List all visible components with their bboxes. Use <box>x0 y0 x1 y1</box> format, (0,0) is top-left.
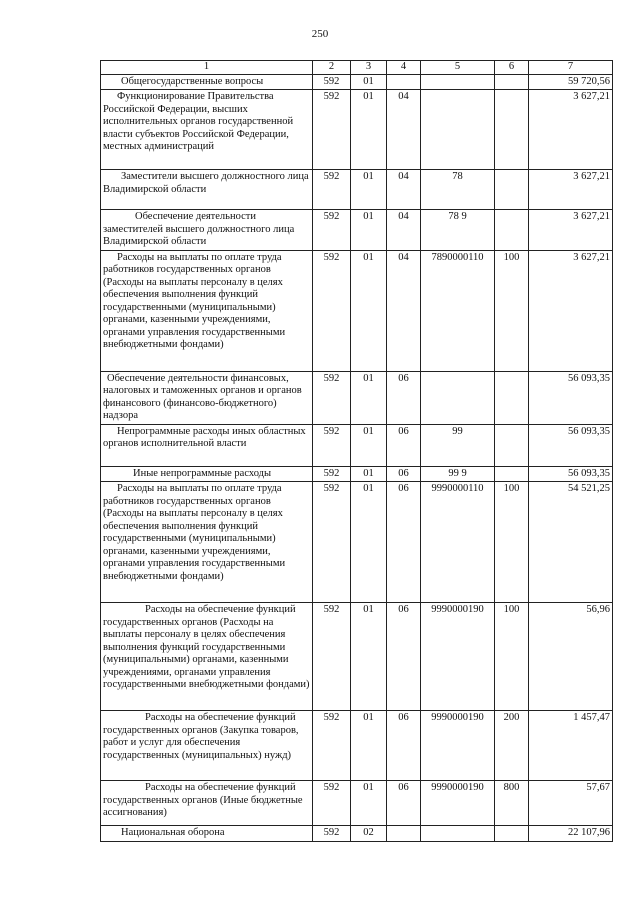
row-name-cell: Обеспечение деятельности заместителей высшего должностного лица Владимирской области <box>101 210 313 251</box>
row-expense-cell: 200 <box>495 711 529 781</box>
row-subsection-cell <box>387 74 421 90</box>
row-code-cell: 592 <box>313 90 351 170</box>
row-name-cell: Иные непрограммные расходы <box>101 466 313 482</box>
row-expense-cell <box>495 74 529 90</box>
table-row <box>101 603 613 711</box>
row-code-cell: 592 <box>313 250 351 371</box>
row-code-cell: 592 <box>313 210 351 251</box>
row-name-cell: Расходы на обеспечение функций государственных органов (Иные бюджетные ассигнования) <box>101 781 313 826</box>
row-subsection-cell: 06 <box>387 711 421 781</box>
row-name-cell: Заместители высшего должностного лица Владимирской области <box>101 170 313 210</box>
column-header: 1 <box>101 61 313 75</box>
row-code-cell: 592 <box>313 781 351 826</box>
row-name-cell: Непрограммные расходы иных областных органов исполнительной власти <box>101 424 313 466</box>
row-name-cell: Обеспечение деятельности финансовых, налоговых и таможенных органов и органов финансового (финансово-бюджетного) надзора <box>101 371 313 424</box>
table-row <box>101 466 613 482</box>
row-amount-cell: 3 627,21 <box>529 210 613 251</box>
row-amount-cell: 54 521,25 <box>529 482 613 603</box>
row-section-cell: 01 <box>351 210 387 251</box>
row-code-cell: 592 <box>313 424 351 466</box>
row-target-cell: 9990000190 <box>421 603 495 711</box>
column-header: 3 <box>351 61 387 75</box>
row-name-cell: Национальная оборона <box>101 826 313 842</box>
table-row <box>101 781 613 826</box>
row-amount-cell: 59 720,56 <box>529 74 613 90</box>
row-expense-cell <box>495 424 529 466</box>
table-row <box>101 826 613 842</box>
row-subsection-cell: 06 <box>387 466 421 482</box>
column-header: 2 <box>313 61 351 75</box>
row-expense-cell: 100 <box>495 603 529 711</box>
row-section-cell: 01 <box>351 424 387 466</box>
row-amount-cell: 3 627,21 <box>529 170 613 210</box>
row-name-cell: Расходы на выплаты по оплате труда работников государственных органов (Расходы на выплаты персоналу в целях обеспечения выполнения функций государственными (муниципальными) органами, казенными учреждениями, органами управления государственными внебюджетными фондами) <box>101 482 313 603</box>
row-target-cell: 9990000190 <box>421 781 495 826</box>
row-expense-cell <box>495 170 529 210</box>
row-code-cell: 592 <box>313 74 351 90</box>
row-target-cell: 9990000190 <box>421 711 495 781</box>
table-row <box>101 371 613 424</box>
column-header: 6 <box>495 61 529 75</box>
row-expense-cell: 800 <box>495 781 529 826</box>
row-section-cell: 01 <box>351 711 387 781</box>
table-row <box>101 210 613 251</box>
table-row <box>101 90 613 170</box>
row-subsection-cell: 04 <box>387 90 421 170</box>
row-target-cell <box>421 371 495 424</box>
page-number: 250 <box>311 28 329 40</box>
row-expense-cell: 100 <box>495 250 529 371</box>
budget-table <box>100 60 613 842</box>
row-expense-cell <box>495 466 529 482</box>
row-section-cell: 01 <box>351 781 387 826</box>
row-subsection-cell: 06 <box>387 424 421 466</box>
row-target-cell: 78 <box>421 170 495 210</box>
row-code-cell: 592 <box>313 603 351 711</box>
row-section-cell: 01 <box>351 250 387 371</box>
row-amount-cell: 56 093,35 <box>529 424 613 466</box>
row-code-cell: 592 <box>313 170 351 210</box>
row-expense-cell: 100 <box>495 482 529 603</box>
row-subsection-cell: 06 <box>387 781 421 826</box>
row-code-cell: 592 <box>313 466 351 482</box>
row-name-cell: Расходы на обеспечение функций государственных органов (Закупка товаров, работ и услуг для обеспечения государственных (муниципальных) нужд) <box>101 711 313 781</box>
row-section-cell: 01 <box>351 466 387 482</box>
row-expense-cell <box>495 210 529 251</box>
row-amount-cell: 22 107,96 <box>529 826 613 842</box>
table-row <box>101 711 613 781</box>
table-row <box>101 482 613 603</box>
row-target-cell: 7890000110 <box>421 250 495 371</box>
row-subsection-cell: 06 <box>387 371 421 424</box>
table-row <box>101 170 613 210</box>
row-code-cell: 592 <box>313 482 351 603</box>
row-target-cell: 99 <box>421 424 495 466</box>
row-expense-cell <box>495 826 529 842</box>
row-name-cell: Расходы на выплаты по оплате труда работников государственных органов (Расходы на выплаты персоналу в целях обеспечения выполнения функций государственными (муниципальными) органами, казенными учреждениями, органами управления государственными внебюджетными фондами) <box>101 250 313 371</box>
row-subsection-cell: 04 <box>387 250 421 371</box>
column-header: 5 <box>421 61 495 75</box>
table-header-row <box>101 61 613 75</box>
row-code-cell: 592 <box>313 711 351 781</box>
row-target-cell: 78 9 <box>421 210 495 251</box>
row-target-cell <box>421 90 495 170</box>
row-section-cell: 01 <box>351 371 387 424</box>
row-section-cell: 02 <box>351 826 387 842</box>
row-amount-cell: 56 093,35 <box>529 371 613 424</box>
row-section-cell: 01 <box>351 90 387 170</box>
row-section-cell: 01 <box>351 603 387 711</box>
row-amount-cell: 3 627,21 <box>529 250 613 371</box>
row-amount-cell: 1 457,47 <box>529 711 613 781</box>
row-expense-cell <box>495 371 529 424</box>
table-row <box>101 424 613 466</box>
table-row <box>101 74 613 90</box>
row-target-cell <box>421 826 495 842</box>
row-expense-cell <box>495 90 529 170</box>
row-subsection-cell: 04 <box>387 210 421 251</box>
row-amount-cell: 3 627,21 <box>529 90 613 170</box>
row-target-cell <box>421 74 495 90</box>
row-section-cell: 01 <box>351 170 387 210</box>
row-target-cell: 9990000110 <box>421 482 495 603</box>
row-subsection-cell: 06 <box>387 603 421 711</box>
row-subsection-cell: 06 <box>387 482 421 603</box>
row-name-cell: Общегосударственные вопросы <box>101 74 313 90</box>
row-amount-cell: 57,67 <box>529 781 613 826</box>
column-header: 4 <box>387 61 421 75</box>
row-subsection-cell <box>387 826 421 842</box>
row-amount-cell: 56 093,35 <box>529 466 613 482</box>
row-name-cell: Расходы на обеспечение функций государственных органов (Расходы на выплаты персоналу в целях обеспечения выполнения функций государственными (муниципальными) органами, казенными учреждениями, органами управления государственными внебюджетными фондами) <box>101 603 313 711</box>
row-subsection-cell: 04 <box>387 170 421 210</box>
row-target-cell: 99 9 <box>421 466 495 482</box>
row-code-cell: 592 <box>313 371 351 424</box>
row-name-cell: Функционирование Правительства Российской Федерации, высших исполнительных органов государственной власти субъектов Российской Федерации, местных администраций <box>101 90 313 170</box>
row-code-cell: 592 <box>313 826 351 842</box>
row-section-cell: 01 <box>351 482 387 603</box>
column-header: 7 <box>529 61 613 75</box>
table-row <box>101 250 613 371</box>
row-section-cell: 01 <box>351 74 387 90</box>
row-amount-cell: 56,96 <box>529 603 613 711</box>
